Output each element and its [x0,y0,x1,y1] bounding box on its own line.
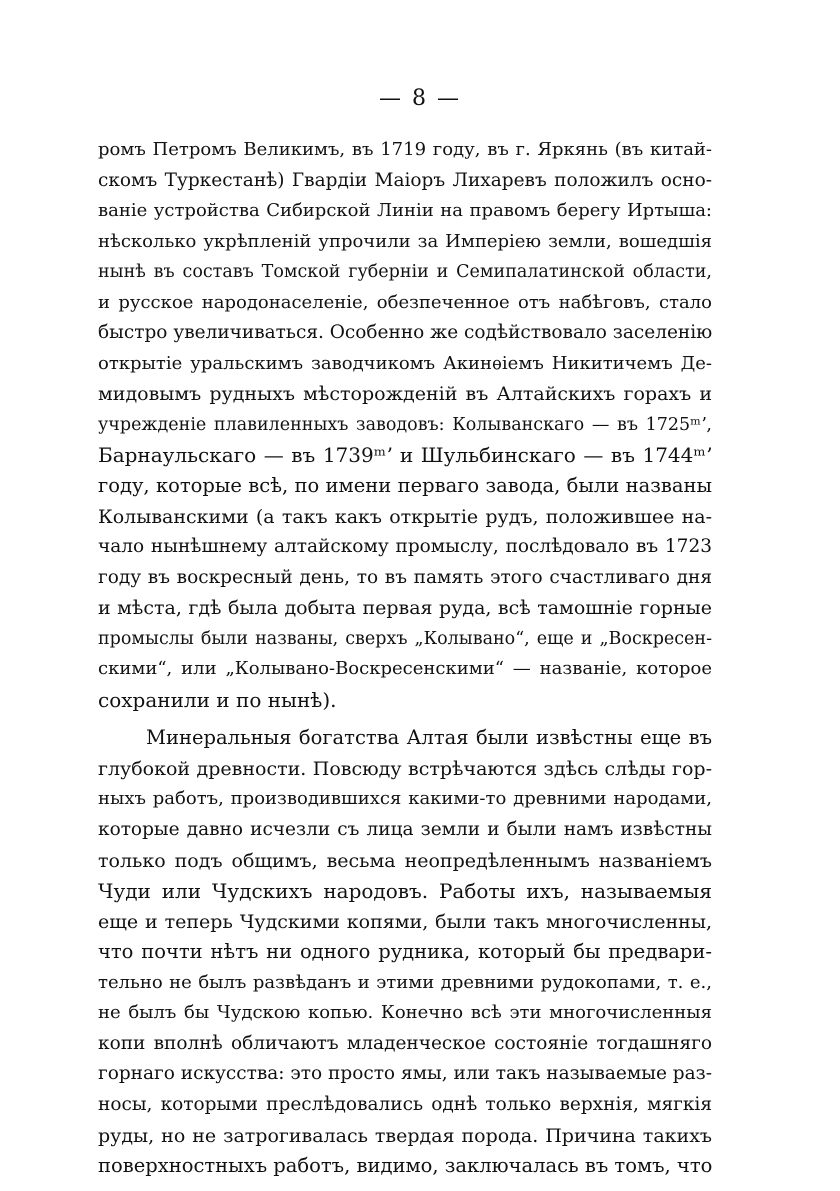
text-line: не былъ бы Чудскою копью. Конечно всѣ эти многочисленныя [98,1002,712,1024]
text-line: и русское народонаселеніе, обезпеченное отъ набѣговъ, стало [98,291,712,313]
text-line: чало нынѣшнему алтайскому промыслу, послѣдовало въ 1723 [98,536,712,558]
text-line: промыслы были названы, сверхъ „Колывано“, еще и „Воскресен- [98,628,712,649]
text-line: мидовымъ рудныхъ мѣсторожденій въ Алтайскихъ горахъ и [98,383,712,406]
text-line: нѣсколько укрѣпленій упрочили за Имперіею земли, вошедшія [98,230,712,252]
paragraph-1 [98,135,712,715]
text-line: поверхностныхъ работъ, видимо, заключалась въ томъ, что [98,1154,713,1178]
text-line: тельно не былъ развѣданъ и этими древними рудокопами, т. е., [98,971,712,993]
text-line: нынѣ въ составъ Томской губерніи и Семипалатинской области, [98,262,712,283]
page-number: — 8 — [379,86,461,111]
text-line: носы, которыми преслѣдовались однѣ только верхнія, мягкія [98,1093,712,1115]
text-line: что почти нѣтъ ни одного рудника, который бы предвари- [98,940,712,964]
text-line: открытіе уральскимъ заводчикомъ Акинѳіемъ Никитичемъ Де- [98,352,712,374]
text-line: глубокой древности. Повсюду встрѣчаются здѣсь слѣды гор- [98,757,712,780]
text-line: только подъ общимъ, весьма неопредѣленнымъ названіемъ [98,849,712,872]
text-line: сохранили и по нынѣ). [98,687,337,712]
paragraph-2 [98,723,712,1181]
text-line: быстро увеличиваться. Особенно же содѣйствовало заселенію [98,322,713,344]
text-line: Минеральныя богатства Алтая были извѣстны еще въ [146,726,712,750]
text-line: еще и теперь Чудскими копями, были такъ многочисленны, [98,910,712,933]
text-line: скими“, или „Колывано-Воскресенскими“ — названіе, которое [98,658,712,680]
text-line: горнаго искусства: это просто ямы, или такъ называемые раз- [98,1063,712,1085]
text-line: скомъ Туркестанѣ) Гвардіи Маіоръ Лихаревъ положилъ осно- [98,169,712,191]
text-line: ваніе устройства Сибирской Линіи на правомъ берегу Иртыша: [98,200,712,222]
text-line: Барнаульскаго — въ 1739ᵐʼ и Шульбинскаго — въ 1744ᵐʼ [98,443,712,468]
text-line: Чуди или Чудскихъ народовъ. Работы ихъ, называемыя [98,879,712,904]
body-text [98,135,712,1182]
text-line: учрежденіе плавиленныхъ заводовъ: Колыванскаго — въ 1725ᵐʼ, [98,414,712,435]
text-line: которые давно исчезли съ лица земли и были намъ извѣстны [98,819,712,841]
paragraph-gap [98,715,712,723]
text-line: и мѣста, гдѣ была добыта первая руда, всѣ тамошніе горные [98,597,712,620]
text-line: руды, но не затрогивалась твердая порода. Причина такихъ [98,1124,712,1147]
text-line: году въ воскресный день, то въ память этого счастливаго дня [98,566,712,588]
text-line: ныхъ работъ, производившихся какими-то древними народами, [98,788,712,810]
text-line: году, которые всѣ, по имени перваго завода, были названы [98,474,712,498]
text-line: ромъ Петромъ Великимъ, въ 1719 году, въ г. Яркянь (въ китай- [98,139,712,160]
text-line: Колыванскими (а такъ какъ открытіе рудъ, положившее на- [98,505,712,528]
text-line: копи вполнѣ обличаютъ младенческое состояніе тогдашняго [98,1032,712,1054]
